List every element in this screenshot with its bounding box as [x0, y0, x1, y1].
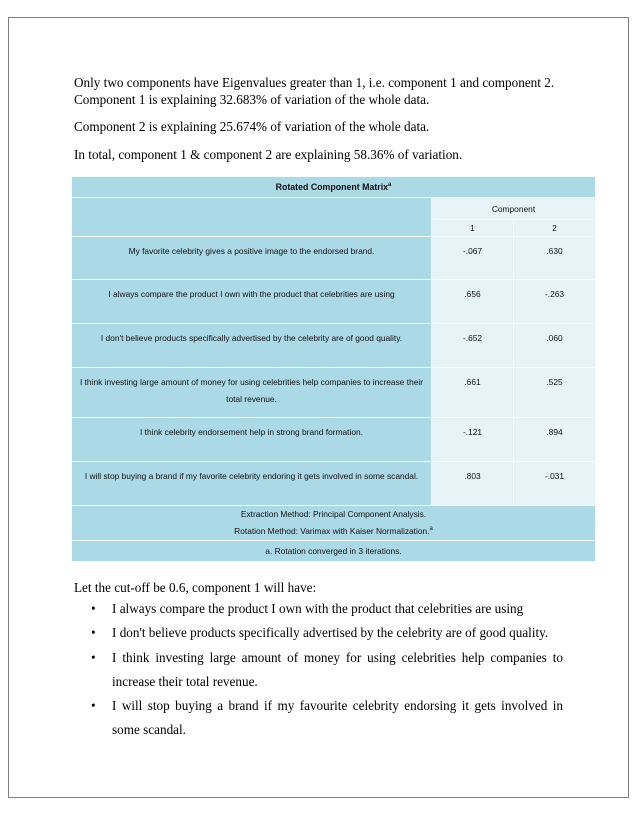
table-row — [72, 237, 596, 280]
component-1-value: .661 — [432, 368, 514, 418]
table-row — [72, 280, 596, 324]
bullet-icon: • — [91, 650, 96, 665]
table-row — [72, 418, 596, 462]
rotated-component-matrix-table — [71, 176, 596, 562]
header-blank-cell — [72, 198, 432, 237]
component-1-value: -.067 — [432, 237, 514, 280]
component-2-value: .060 — [514, 324, 596, 368]
table-row — [72, 368, 596, 418]
intro-paragraph-1: Only two components have Eigenvalues greater than 1, i.e. component 1 and component 2. Component 1 is explaining 32.683% of variation of the whole data. — [74, 75, 555, 107]
bullet-icon: • — [91, 601, 96, 616]
table-footnote-methods — [72, 506, 596, 541]
table-footnote-iterations: a. Rotation converged in 3 iterations. — [72, 541, 596, 562]
bullet-icon: • — [91, 698, 96, 713]
intro-paragraph-3: In total, component 1 & component 2 are explaining 58.36% of variation. — [74, 147, 463, 162]
component-2-value: -.031 — [514, 462, 596, 506]
component-1-value: .803 — [432, 462, 514, 506]
list-item-text: I don't believe products specifically advertised by the celebrity are of good quality. — [112, 625, 549, 640]
row-label: I think investing large amount of money for using celebrities help companies to increase their total revenue. — [72, 368, 432, 418]
table-title: Rotated Component Matrix$^a$ — [72, 177, 596, 198]
row-label: My favorite celebrity gives a positive image to the endorsed brand. — [72, 237, 432, 280]
component-1-value: -.652 — [432, 324, 514, 368]
component-2-value: .525 — [514, 368, 596, 418]
rotation-method: Rotation Method: Varimax with Kaiser Normalization.$^a$ — [234, 526, 433, 536]
component-header: Component — [432, 198, 596, 220]
table-row — [72, 324, 596, 368]
row-label: I think celebrity endorsement help in strong brand formation. — [72, 418, 432, 462]
list-item — [91, 694, 563, 742]
component-1-value: -.121 — [432, 418, 514, 462]
row-label: I will stop buying a brand if my favorite celebrity endoring it gets involved in some scandal. — [72, 462, 432, 506]
cutoff-paragraph: Let the cut-off be 0.6, component 1 will have: — [74, 580, 317, 595]
row-label: I don't believe products specifically advertised by the celebrity are of good quality. — [72, 324, 432, 368]
list-item-text: I will stop buying a brand if my favourite celebrity endorsing it gets involved in some scandal. — [112, 698, 563, 737]
bullet-list — [91, 598, 563, 742]
table-row — [72, 462, 596, 506]
list-item-text: I always compare the product I own with the product that celebrities are using — [112, 601, 524, 616]
list-item — [91, 646, 563, 694]
column-header-1: 1 — [432, 220, 514, 237]
list-item-text: I think investing large amount of money for using celebrities help companies to increase their total revenue. — [112, 650, 563, 689]
row-label: I always compare the product I own with the product that celebrities are using — [72, 280, 432, 324]
component-2-value: -.263 — [514, 280, 596, 324]
component-2-value: .894 — [514, 418, 596, 462]
list-item — [91, 622, 563, 643]
intro-paragraph-2: Component 2 is explaining 25.674% of variation of the whole data. — [74, 119, 430, 134]
component-1-value: .656 — [432, 280, 514, 324]
bullet-icon: • — [91, 625, 96, 640]
extraction-method: Extraction Method: Principal Component Analysis. — [240, 509, 427, 519]
column-header-2: 2 — [514, 220, 596, 237]
component-2-value: .630 — [514, 237, 596, 280]
list-item — [91, 598, 563, 619]
